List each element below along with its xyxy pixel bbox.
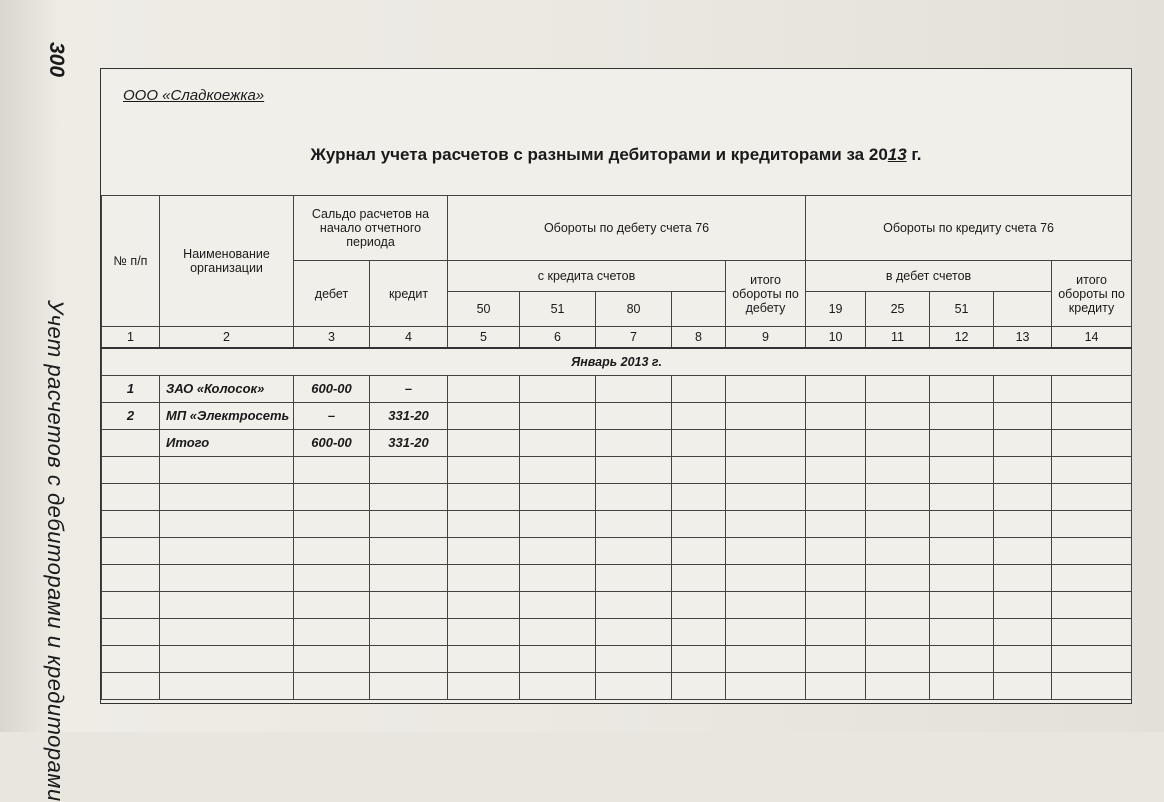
column-number: 6: [520, 327, 596, 349]
column-number: 10: [806, 327, 866, 349]
row-debit: –: [294, 403, 370, 430]
cell: [806, 430, 866, 457]
column-number: 12: [930, 327, 994, 349]
month-row: [102, 348, 1132, 376]
journal-form: [100, 68, 1132, 704]
empty-row: [102, 457, 1132, 484]
header-num: № п/п: [102, 196, 160, 327]
cell: [596, 376, 672, 403]
cell: [994, 430, 1052, 457]
row-debit: 600-00: [294, 376, 370, 403]
cell: [866, 430, 930, 457]
column-number: 7: [596, 327, 672, 349]
month-label: Январь 2013 г.: [102, 348, 1132, 376]
row-num: [102, 430, 160, 457]
cell: [806, 376, 866, 403]
header-acc-19: 19: [806, 292, 866, 327]
column-number: 2: [160, 327, 294, 349]
cell: [726, 430, 806, 457]
cell: [866, 403, 930, 430]
column-number: 9: [726, 327, 806, 349]
row-credit: –: [370, 376, 448, 403]
title-suffix: г.: [906, 145, 922, 164]
column-number: 5: [448, 327, 520, 349]
cell: [520, 403, 596, 430]
row-num: 2: [102, 403, 160, 430]
empty-row: [102, 538, 1132, 565]
cell: [930, 430, 994, 457]
cell: [1052, 376, 1132, 403]
organization-name: ООО «Сладкоежка»: [123, 87, 265, 104]
table-row: [102, 403, 1132, 430]
row-credit: 331-20: [370, 403, 448, 430]
row-credit: 331-20: [370, 430, 448, 457]
cell: [672, 403, 726, 430]
cell: [448, 376, 520, 403]
cell: [672, 376, 726, 403]
empty-row: [102, 565, 1132, 592]
header-to-debit: в дебет счетов: [806, 261, 1052, 292]
header-credit-total: итого обороты по кредиту: [1052, 261, 1132, 327]
empty-row: [102, 592, 1132, 619]
header-from-credit: с кредита счетов: [448, 261, 726, 292]
header-acc-blank-debit: [672, 292, 726, 327]
title-year: 13: [887, 145, 907, 164]
empty-row: [102, 646, 1132, 673]
empty-row: [102, 484, 1132, 511]
row-org: МП «Электросеть: [160, 403, 294, 430]
journal-table: [101, 195, 1132, 700]
cell: [448, 403, 520, 430]
header-acc-51: 51: [520, 292, 596, 327]
row-num: 1: [102, 376, 160, 403]
header-org: Наименование организации: [160, 196, 294, 327]
column-number: 3: [294, 327, 370, 349]
column-number: 11: [866, 327, 930, 349]
header-saldo: Сальдо расчетов на начало отчетного периода: [294, 196, 448, 261]
header-acc-80: 80: [596, 292, 672, 327]
column-number: 1: [102, 327, 160, 349]
running-title: Учет расчетов с дебиторами и кредиторами: [43, 300, 68, 802]
cell: [1052, 430, 1132, 457]
header-debit-total: итого обороты по дебету: [726, 261, 806, 327]
title-prefix: Журнал учета расчетов с разными дебиторами и кредиторами за 20: [310, 145, 888, 164]
header-credit-turnover: Обороты по кредиту счета 76: [806, 196, 1132, 261]
cell: [866, 376, 930, 403]
column-number: 8: [672, 327, 726, 349]
header-acc-51-credit: 51: [930, 292, 994, 327]
empty-row: [102, 619, 1132, 646]
row-org: ЗАО «Колосок»: [160, 376, 294, 403]
empty-row: [102, 673, 1132, 700]
column-number: 14: [1052, 327, 1132, 349]
column-number: 4: [370, 327, 448, 349]
cell: [726, 376, 806, 403]
cell: [930, 376, 994, 403]
cell: [596, 430, 672, 457]
row-debit: 600-00: [294, 430, 370, 457]
cell: [930, 403, 994, 430]
cell: [726, 403, 806, 430]
header-debit-turnover: Обороты по дебету счета 76: [448, 196, 806, 261]
page-margin: [0, 0, 92, 802]
document-title: [101, 145, 1131, 165]
header-acc-50: 50: [448, 292, 520, 327]
column-numbers-row: [102, 327, 1132, 349]
cell: [672, 430, 726, 457]
cell: [1052, 403, 1132, 430]
header-saldo-debit: дебет: [294, 261, 370, 327]
page-number: 300: [45, 42, 68, 78]
cell: [994, 403, 1052, 430]
header-acc-blank-credit: [994, 292, 1052, 327]
cell: [596, 403, 672, 430]
cell: [520, 376, 596, 403]
row-org: Итого: [160, 430, 294, 457]
cell: [806, 403, 866, 430]
header-acc-25: 25: [866, 292, 930, 327]
total-row: [102, 430, 1132, 457]
header-saldo-credit: кредит: [370, 261, 448, 327]
column-number: 13: [994, 327, 1052, 349]
empty-row: [102, 511, 1132, 538]
table-row: [102, 376, 1132, 403]
cell: [994, 376, 1052, 403]
cell: [520, 430, 596, 457]
cell: [448, 430, 520, 457]
